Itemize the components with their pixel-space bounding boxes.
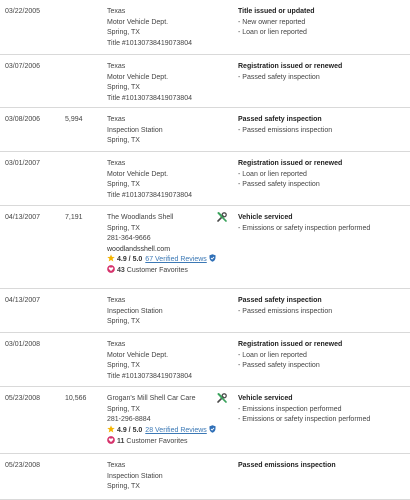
source-line: Spring, TX	[107, 318, 140, 325]
record-date: 05/23/2008	[5, 462, 41, 469]
detail-line: - Loan or lien reported	[238, 170, 307, 178]
source-line: Spring, TX	[107, 181, 140, 188]
source-line: 281-364-9666	[107, 235, 151, 242]
record-details	[238, 62, 342, 83]
rating-row	[107, 255, 216, 266]
detail-line: - Passed safety inspection	[238, 73, 320, 81]
source-line: Motor Vehicle Dept.	[107, 351, 169, 359]
record-source	[107, 394, 216, 448]
record-date: 03/08/2006	[5, 116, 41, 123]
history-record	[0, 0, 410, 55]
source-line: Texas	[107, 462, 126, 469]
source-line: Title #10130738419073804	[107, 94, 192, 102]
detail-line: - Loan or lien reported	[238, 29, 307, 36]
favorites-count: 11	[117, 437, 125, 445]
favorites-label: Customer Favorites	[126, 267, 188, 275]
record-details	[238, 340, 342, 372]
detail-line: - Passed emissions inspection	[238, 126, 333, 134]
record-details	[238, 159, 342, 191]
record-date: 03/07/2006	[5, 63, 41, 70]
history-record	[0, 55, 410, 108]
source-line: Title #10130738419073804	[107, 39, 192, 47]
record-source	[107, 159, 192, 201]
record-mileage: 7,191	[65, 214, 83, 221]
source-line: The Woodlands Shell	[107, 214, 174, 221]
detail-title: Registration issued or renewed	[238, 63, 343, 70]
record-date: 04/13/2007	[5, 297, 41, 304]
history-record	[0, 387, 410, 454]
source-line: Spring, TX	[107, 483, 140, 490]
rating-value: 4.9 / 5.0	[117, 426, 143, 434]
source-line: Spring, TX	[107, 29, 140, 36]
record-date: 04/13/2007	[5, 214, 41, 221]
record-date: 03/01/2007	[5, 160, 41, 167]
detail-line: - Loan or lien reported	[238, 351, 307, 359]
source-line: Spring, TX	[107, 224, 140, 232]
source-line: Texas	[107, 297, 126, 304]
record-date: 03/01/2008	[5, 341, 41, 348]
detail-line: - Emissions inspection performed	[238, 405, 342, 413]
record-details	[238, 213, 370, 234]
wrench-screwdriver-icon	[216, 392, 228, 404]
source-line: Grogan's Mill Shell Car Care	[107, 395, 196, 402]
detail-title: Title issued or updated	[238, 8, 315, 15]
record-details	[238, 115, 332, 136]
source-line: 281-296-8884	[107, 416, 151, 423]
detail-line: - Passed safety inspection	[238, 362, 320, 369]
source-line: Motor Vehicle Dept.	[107, 170, 169, 178]
source-line: Title #10130738419073804	[107, 372, 192, 380]
source-line: Spring, TX	[107, 362, 140, 369]
record-details	[238, 296, 332, 317]
heart-icon	[107, 436, 115, 449]
history-record	[0, 152, 410, 206]
detail-line: - Emissions or safety inspection performed	[238, 416, 371, 423]
verified-reviews-link[interactable]: 28 Verified Reviews	[145, 426, 207, 434]
record-source	[107, 62, 192, 104]
record-details	[238, 7, 315, 39]
detail-title: Registration issued or renewed	[238, 160, 343, 167]
source-line: Texas	[107, 341, 126, 348]
record-date: 05/23/2008	[5, 395, 41, 402]
source-line: Motor Vehicle Dept.	[107, 18, 169, 26]
source-website-link[interactable]: woodlandsshell.com	[107, 245, 171, 253]
detail-title: Vehicle serviced	[238, 214, 293, 221]
source-line: Texas	[107, 116, 126, 123]
favorites-row	[107, 437, 216, 448]
record-mileage: 10,566	[65, 395, 87, 402]
history-record	[0, 454, 410, 500]
source-line: Inspection Station	[107, 472, 163, 480]
source-line: Motor Vehicle Dept.	[107, 73, 169, 81]
record-details	[238, 394, 370, 426]
record-mileage: 5,994	[65, 116, 83, 123]
detail-title: Registration issued or renewed	[238, 341, 343, 348]
record-source	[107, 340, 192, 382]
source-line: Texas	[107, 8, 126, 15]
source-line: Inspection Station	[107, 307, 163, 315]
favorites-row	[107, 266, 216, 277]
record-source	[107, 115, 163, 147]
detail-title: Vehicle serviced	[238, 395, 293, 402]
source-line: Texas	[107, 160, 126, 167]
verified-shield-icon	[209, 254, 216, 267]
wrench-screwdriver-icon	[216, 211, 228, 223]
history-record	[0, 206, 410, 289]
history-record	[0, 333, 410, 387]
source-line: Texas	[107, 63, 126, 70]
history-record	[0, 108, 410, 152]
source-line: Spring, TX	[107, 405, 140, 413]
rating-value: 4.9 / 5.0	[117, 256, 143, 264]
detail-title: Passed safety inspection	[238, 297, 322, 304]
history-record	[0, 289, 410, 333]
verified-shield-icon	[209, 425, 216, 438]
source-line: Title #10130738419073804	[107, 191, 192, 199]
source-line: Inspection Station	[107, 126, 163, 134]
source-line: Spring, TX	[107, 84, 140, 91]
detail-line: - New owner reported	[238, 18, 306, 26]
favorites-count: 43	[117, 267, 125, 275]
favorites-label: Customer Favorites	[126, 437, 188, 445]
record-details	[238, 461, 336, 472]
verified-reviews-link[interactable]: 67 Verified Reviews	[145, 256, 207, 264]
detail-line: - Passed emissions inspection	[238, 307, 333, 315]
source-line: Spring, TX	[107, 137, 140, 144]
heart-icon	[107, 265, 115, 278]
record-date: 03/22/2005	[5, 8, 41, 15]
detail-title: Passed safety inspection	[238, 116, 322, 123]
detail-line: - Emissions or safety inspection performed	[238, 224, 371, 232]
detail-title: Passed emissions inspection	[238, 462, 336, 469]
detail-line: - Passed safety inspection	[238, 181, 320, 188]
record-source	[107, 296, 163, 328]
record-source	[107, 7, 192, 49]
record-source	[107, 213, 216, 277]
rating-row	[107, 426, 216, 437]
record-source	[107, 461, 163, 493]
